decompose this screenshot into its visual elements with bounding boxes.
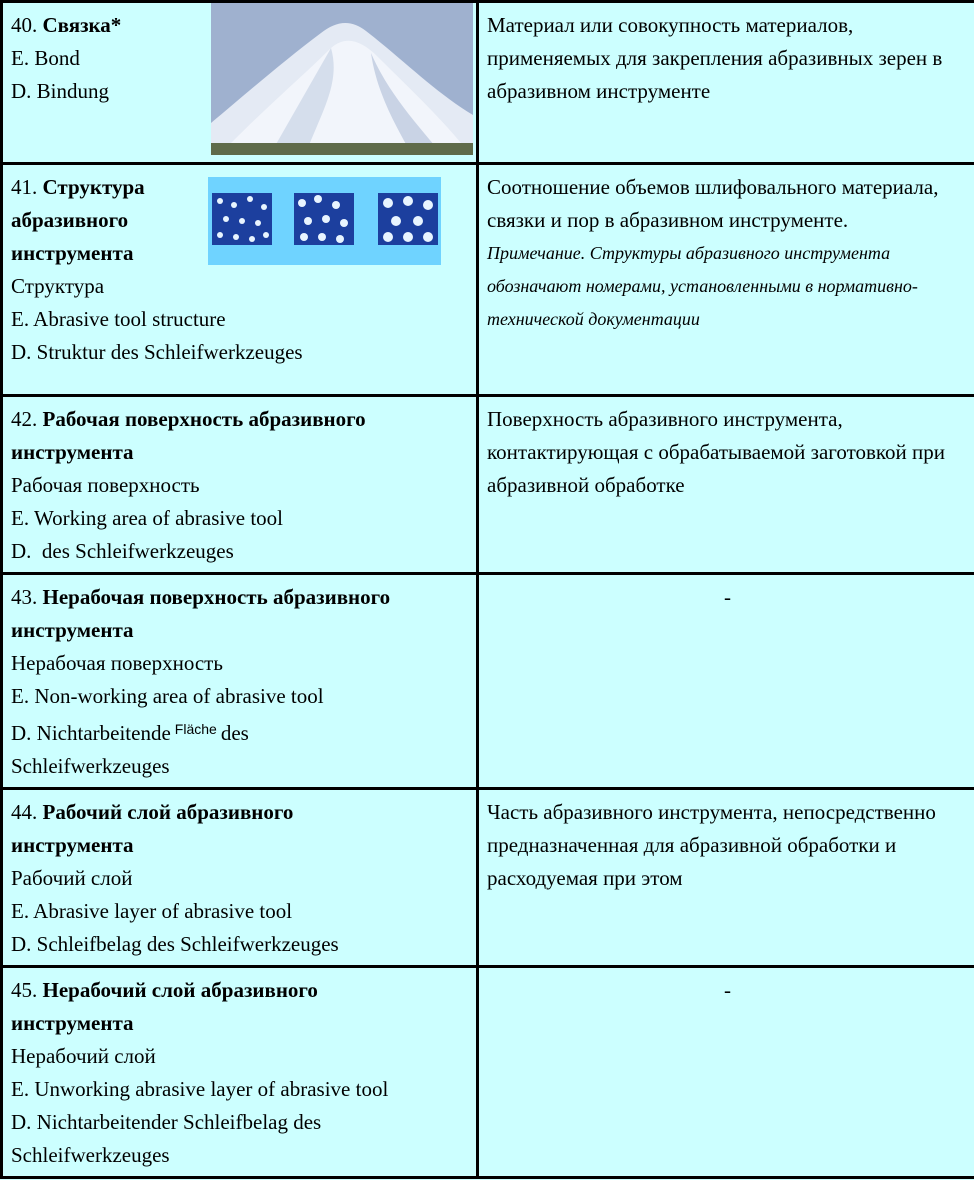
- definition-text: -: [724, 978, 731, 1002]
- definition-text: Материал или совокупность материалов, применяемых для закрепления абразивных зерен в абразивном инструменте: [487, 13, 943, 103]
- english-term: E. Working area of abrasive tool: [11, 506, 283, 530]
- term-title-line: Рабочая поверхность абразивного: [42, 407, 366, 431]
- short-term: Нерабочий слой: [11, 1044, 156, 1068]
- german-term: D. Bindung: [11, 79, 110, 103]
- term-title-line: инструмента: [11, 618, 134, 642]
- term-cell: [2, 789, 478, 967]
- short-term: Нерабочая поверхность: [11, 651, 223, 675]
- term-title-line: инструмента: [11, 833, 134, 857]
- definition-text: -: [724, 585, 731, 609]
- term-title-line: Нерабочая поверхность абразивного: [42, 585, 391, 609]
- term-number: 43.: [11, 585, 38, 609]
- term-cell: [2, 967, 478, 1178]
- term-number: 44.: [11, 800, 38, 824]
- german-term: D. Nichtarbeitende $^{Fläche}$ des: [11, 721, 249, 745]
- short-term: Структура: [11, 274, 105, 298]
- term-title-line: инструмента: [11, 241, 134, 265]
- definition-cell: [478, 574, 974, 789]
- english-term: E. Abrasive layer of abrasive tool: [11, 899, 293, 923]
- table-row: [2, 789, 974, 967]
- definition-note: Примечание. Структуры абразивного инструмента обозначают номерами, установленными в нормативно-технической документации: [487, 243, 918, 329]
- term-title-line: Нерабочий слой абразивного: [42, 978, 318, 1002]
- term-title-line: инструмента: [11, 440, 134, 464]
- term-title-line: абразивного: [11, 208, 129, 232]
- definition-text: Соотношение объемов шлифовального материала, связки и пор в абразивном инструменте.: [487, 175, 939, 232]
- term-title-line: инструмента: [11, 1011, 134, 1035]
- table-row: [2, 2, 974, 164]
- term-cell: [2, 396, 478, 574]
- term-title-line: Рабочий слой абразивного: [42, 800, 294, 824]
- term-number: 40.: [11, 13, 38, 37]
- definition-cell: [478, 2, 974, 164]
- definition-text: Часть абразивного инструмента, непосредственно предназначенная для абразивной обработки и расходуемая при этом: [487, 800, 936, 890]
- term-cell: [2, 574, 478, 789]
- german-term: D. Nichtarbeitender Schleifbelag des: [11, 1110, 322, 1134]
- table-row: [2, 164, 974, 396]
- definition-cell: [478, 967, 974, 1178]
- german-term: D. Struktur des Schleifwerkzeuges: [11, 340, 303, 364]
- term-cell: [2, 164, 478, 396]
- german-term-continued: Schleifwerkzeuges: [11, 1143, 170, 1167]
- german-term: D. Schleifbelag des Schleifwerkzeuges: [11, 932, 339, 956]
- definition-cell: [478, 164, 974, 396]
- short-term: Рабочий слой: [11, 866, 133, 890]
- german-term-continued: Schleifwerkzeuges: [11, 754, 170, 778]
- english-term: E. Non-working area of abrasive tool: [11, 684, 324, 708]
- powder-pile-photo: [211, 3, 473, 155]
- term-title: Связка*: [42, 13, 122, 37]
- term-title-line: Структура: [42, 175, 145, 199]
- english-term: E. Abrasive tool structure: [11, 307, 226, 331]
- short-term: Рабочая поверхность: [11, 473, 200, 497]
- german-term: D. des Schleifwerkzeuges: [11, 539, 234, 563]
- definition-cell: [478, 396, 974, 574]
- table-row: [2, 396, 974, 574]
- table-row: [2, 574, 974, 789]
- definition-text: Поверхность абразивного инструмента, контактирующая с обрабатываемой заготовкой при абразивной обработке: [487, 407, 946, 497]
- term-number: 41.: [11, 175, 38, 199]
- inserted-word: Fläche: [174, 721, 217, 737]
- english-term: E. Bond: [11, 46, 80, 70]
- term-number: 42.: [11, 407, 38, 431]
- abrasive-structure-diagram: [208, 177, 441, 265]
- english-term: E. Unworking abrasive layer of abrasive tool: [11, 1077, 389, 1101]
- term-cell: [2, 2, 478, 164]
- definition-cell: [478, 789, 974, 967]
- term-number: 45.: [11, 978, 38, 1002]
- table-row: [2, 967, 974, 1178]
